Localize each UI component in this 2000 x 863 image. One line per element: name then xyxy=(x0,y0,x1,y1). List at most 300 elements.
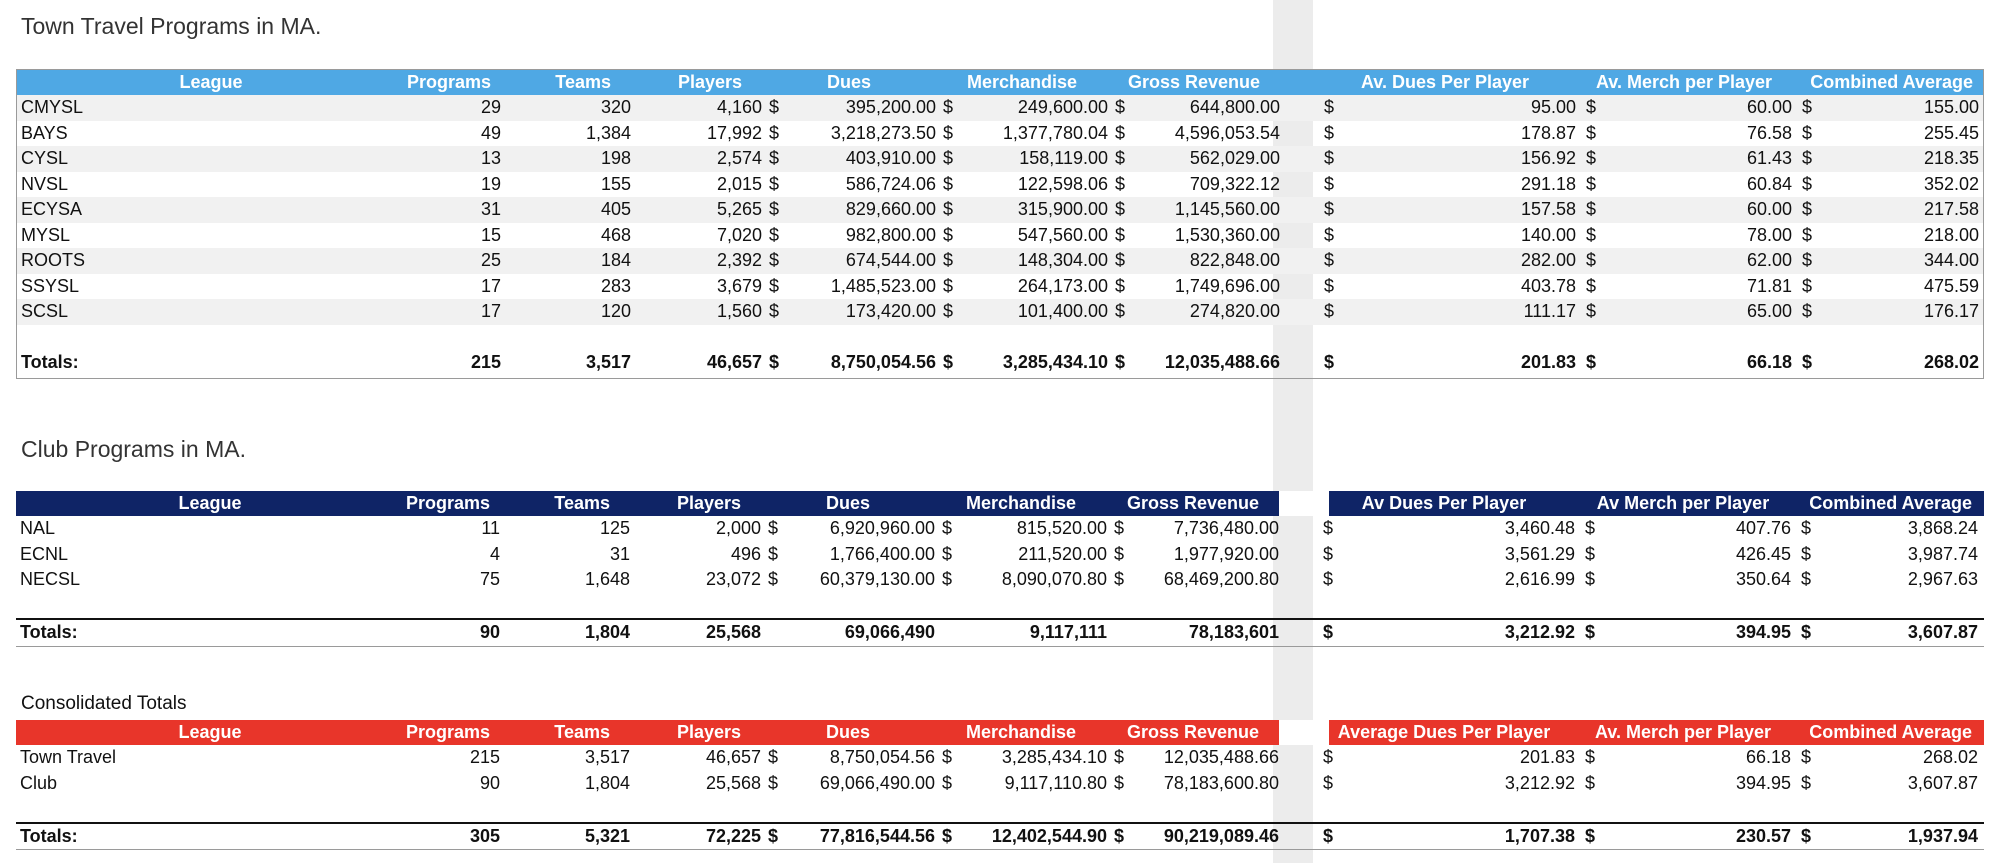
av-dues-cell: 156.92 xyxy=(1520,148,1576,168)
gross-revenue-cell: 90,219,089.46 xyxy=(1163,825,1279,846)
header-dues: Dues xyxy=(825,722,870,742)
dollar-sign: $ xyxy=(942,518,953,538)
table-row xyxy=(17,95,1983,121)
dues-cell: 674,544.00 xyxy=(845,250,936,270)
dollar-sign: $ xyxy=(1802,148,1813,168)
dollar-sign: $ xyxy=(943,352,954,372)
dollar-sign: $ xyxy=(1324,122,1335,143)
dollar-sign: $ xyxy=(1586,122,1597,143)
dollar-sign: $ xyxy=(1115,301,1126,321)
av-merch-cell: 407.76 xyxy=(1735,518,1791,538)
av-dues-cell: 3,212.92 xyxy=(1504,622,1575,642)
merchandise-cell: 815,520.00 xyxy=(1016,518,1107,538)
league-cell: Totals: xyxy=(20,825,78,846)
dollar-sign: $ xyxy=(769,122,780,143)
header-gross-revenue: Gross Revenue xyxy=(1126,493,1260,513)
dues-cell: 77,816,544.56 xyxy=(819,825,935,846)
av-dues-cell: 201.83 xyxy=(1519,747,1575,767)
players-cell: 5,265 xyxy=(716,199,762,219)
league-cell: SCSL xyxy=(21,301,69,321)
dollar-sign: $ xyxy=(1585,518,1596,538)
combined-average-cell: 1,937.94 xyxy=(1907,825,1978,846)
av-dues-cell: 178.87 xyxy=(1520,122,1576,143)
dollar-sign: $ xyxy=(1802,122,1813,143)
header-av-dues: Av Dues Per Player xyxy=(1361,493,1527,513)
header-av-merch: Av. Merch per Player xyxy=(1594,722,1772,742)
combined-average-cell: 176.17 xyxy=(1923,301,1979,321)
av-merch-cell: 78.00 xyxy=(1746,224,1792,245)
players-cell: 25,568 xyxy=(705,622,761,642)
dues-cell: 982,800.00 xyxy=(845,224,936,245)
blank-row xyxy=(16,593,1984,619)
town-totals-row xyxy=(17,350,1983,376)
league-cell: ECYSA xyxy=(21,199,83,219)
dollar-sign: $ xyxy=(1802,173,1813,194)
table-row xyxy=(16,771,1984,797)
dollar-sign: $ xyxy=(1585,543,1596,564)
av-dues-cell: 95.00 xyxy=(1530,97,1576,117)
gross-revenue-cell: 68,469,200.80 xyxy=(1163,569,1279,589)
merchandise-cell: 1,377,780.04 xyxy=(1002,122,1108,143)
av-merch-cell: 76.58 xyxy=(1746,122,1792,143)
programs-cell: 75 xyxy=(479,569,500,589)
dollar-sign: $ xyxy=(769,97,780,117)
header-av-merch: Av. Merch per Player xyxy=(1595,72,1773,92)
combined-average-cell: 2,967.63 xyxy=(1907,569,1978,589)
gross-revenue-cell: 1,977,920.00 xyxy=(1173,543,1279,564)
consolidated-totals-row xyxy=(16,822,1984,851)
av-merch-cell: 66.18 xyxy=(1746,352,1792,372)
league-cell: MYSL xyxy=(21,224,71,245)
header-programs: Programs xyxy=(405,493,490,513)
players-cell: 72,225 xyxy=(705,825,761,846)
dollar-sign: $ xyxy=(943,199,954,219)
dollar-sign: $ xyxy=(1586,173,1597,194)
dollar-sign: $ xyxy=(1585,569,1596,589)
dollar-sign: $ xyxy=(769,250,780,270)
players-cell: 2,574 xyxy=(716,148,762,168)
table-row xyxy=(17,274,1983,300)
dues-cell: 829,660.00 xyxy=(845,199,936,219)
dollar-sign: $ xyxy=(942,569,953,589)
av-dues-cell: 282.00 xyxy=(1520,250,1576,270)
combined-average-cell: 255.45 xyxy=(1923,122,1979,143)
dollar-sign: $ xyxy=(942,747,953,767)
dollar-sign: $ xyxy=(1324,97,1335,117)
av-merch-cell: 66.18 xyxy=(1745,747,1791,767)
totals-values xyxy=(17,350,1983,376)
teams-cell: 125 xyxy=(599,518,630,538)
header-gross-revenue: Gross Revenue xyxy=(1126,722,1260,742)
table-row xyxy=(17,299,1983,325)
dollar-sign: $ xyxy=(1802,352,1813,372)
combined-average-cell: 218.00 xyxy=(1923,224,1979,245)
consolidated-table xyxy=(16,720,1984,850)
header-teams: Teams xyxy=(554,722,610,742)
av-dues-cell: 140.00 xyxy=(1520,224,1576,245)
totals-values xyxy=(16,824,1984,850)
dollar-sign: $ xyxy=(769,224,780,245)
dollar-sign: $ xyxy=(1586,148,1597,168)
av-dues-cell: 3,561.29 xyxy=(1504,543,1575,564)
dollar-sign: $ xyxy=(1586,199,1597,219)
league-cell: CYSL xyxy=(21,148,69,168)
gross-revenue-cell: 12,035,488.66 xyxy=(1164,352,1280,372)
dollar-sign: $ xyxy=(1585,622,1596,642)
league-cell: SSYSL xyxy=(21,275,80,296)
dollar-sign: $ xyxy=(768,747,779,767)
blank-row xyxy=(17,325,1983,351)
header-dues: Dues xyxy=(825,493,870,513)
dollar-sign: $ xyxy=(1802,224,1813,245)
players-cell: 496 xyxy=(730,543,761,564)
dollar-sign: $ xyxy=(1801,772,1812,793)
gross-revenue-cell: 709,322.12 xyxy=(1189,173,1280,194)
programs-cell: 17 xyxy=(480,301,501,321)
dollar-sign: $ xyxy=(1586,97,1597,117)
club-section-title: Club Programs in MA. xyxy=(21,436,246,462)
combined-average-cell: 218.35 xyxy=(1923,148,1979,168)
table-row xyxy=(17,223,1983,249)
dollar-sign: $ xyxy=(1586,250,1597,270)
header-av-dues: Av. Dues Per Player xyxy=(1360,72,1530,92)
teams-cell: 1,804 xyxy=(584,622,630,642)
dollar-sign: $ xyxy=(1586,301,1597,321)
combined-average-cell: 475.59 xyxy=(1923,275,1979,296)
dues-cell: 8,750,054.56 xyxy=(830,352,936,372)
league-cell: Totals: xyxy=(20,622,78,642)
programs-cell: 11 xyxy=(481,518,500,538)
players-cell: 23,072 xyxy=(705,569,761,589)
merchandise-cell: 547,560.00 xyxy=(1017,224,1108,245)
dollar-sign: $ xyxy=(943,301,954,321)
teams-cell: 1,648 xyxy=(584,569,630,589)
dues-cell: 8,750,054.56 xyxy=(829,747,935,767)
dollar-sign: $ xyxy=(1323,518,1334,538)
combined-average-cell: 268.02 xyxy=(1922,747,1978,767)
combined-average-cell: 344.00 xyxy=(1923,250,1979,270)
programs-cell: 4 xyxy=(489,543,500,564)
av-merch-cell: 60.00 xyxy=(1746,97,1792,117)
club-totals-row xyxy=(16,618,1984,647)
programs-cell: 19 xyxy=(480,173,501,194)
av-merch-cell: 71.81 xyxy=(1746,275,1792,296)
dollar-sign: $ xyxy=(1324,352,1335,372)
teams-cell: 468 xyxy=(600,224,631,245)
dollar-sign: $ xyxy=(1323,747,1334,767)
av-merch-cell: 230.57 xyxy=(1735,825,1791,846)
dollar-sign: $ xyxy=(769,148,780,168)
dollar-sign: $ xyxy=(1324,250,1335,270)
players-cell: 2,392 xyxy=(716,250,762,270)
combined-average-cell: 352.02 xyxy=(1923,173,1979,194)
league-cell: Totals: xyxy=(21,352,79,372)
merchandise-cell: 315,900.00 xyxy=(1017,199,1108,219)
dollar-sign: $ xyxy=(1115,97,1126,117)
dollar-sign: $ xyxy=(1324,173,1335,194)
combined-average-cell: 3,987.74 xyxy=(1907,543,1978,564)
dollar-sign: $ xyxy=(769,352,780,372)
dollar-sign: $ xyxy=(943,148,954,168)
dollar-sign: $ xyxy=(943,122,954,143)
combined-average-cell: 155.00 xyxy=(1923,97,1979,117)
town-header-row xyxy=(17,70,1983,95)
programs-cell: 215 xyxy=(470,352,501,372)
header-league: League xyxy=(178,493,242,513)
league-cell: ECNL xyxy=(20,543,69,564)
av-dues-cell: 3,212.92 xyxy=(1504,772,1575,793)
dollar-sign: $ xyxy=(1801,543,1812,564)
merchandise-cell: 9,117,111 xyxy=(1029,622,1107,642)
av-merch-cell: 394.95 xyxy=(1735,772,1791,793)
league-cell: Club xyxy=(20,772,58,793)
table-row xyxy=(17,197,1983,223)
av-merch-cell: 350.64 xyxy=(1735,569,1791,589)
header-programs: Programs xyxy=(406,72,491,92)
dues-cell: 69,066,490.00 xyxy=(819,772,935,793)
dollar-sign: $ xyxy=(1324,199,1335,219)
programs-cell: 49 xyxy=(480,122,501,143)
table-row xyxy=(17,172,1983,198)
dollar-sign: $ xyxy=(1115,250,1126,270)
gross-revenue-cell: 4,596,053.54 xyxy=(1174,122,1280,143)
header-average-dues: Average Dues Per Player xyxy=(1337,722,1551,742)
gross-revenue-cell: 822,848.00 xyxy=(1189,250,1280,270)
teams-cell: 155 xyxy=(600,173,631,194)
table-row xyxy=(17,146,1983,172)
av-merch-cell: 62.00 xyxy=(1746,250,1792,270)
teams-cell: 3,517 xyxy=(584,747,630,767)
dollar-sign: $ xyxy=(1586,352,1597,372)
dollar-sign: $ xyxy=(943,97,954,117)
av-merch-cell: 61.43 xyxy=(1746,148,1792,168)
dollar-sign: $ xyxy=(1115,224,1126,245)
dues-cell: 69,066,490 xyxy=(844,622,935,642)
players-cell: 3,679 xyxy=(716,275,762,296)
header-players: Players xyxy=(676,722,741,742)
league-cell: NVSL xyxy=(21,173,69,194)
teams-cell: 1,804 xyxy=(584,772,630,793)
gross-revenue-cell: 12,035,488.66 xyxy=(1163,747,1279,767)
dues-cell: 3,218,273.50 xyxy=(830,122,936,143)
table-row xyxy=(17,121,1983,147)
header-dues: Dues xyxy=(826,72,871,92)
dollar-sign: $ xyxy=(1114,772,1125,793)
av-dues-cell: 157.58 xyxy=(1520,199,1576,219)
dollar-sign: $ xyxy=(1801,622,1812,642)
teams-cell: 1,384 xyxy=(585,122,631,143)
gross-revenue-cell: 78,183,600.80 xyxy=(1163,772,1279,793)
dollar-sign: $ xyxy=(1115,199,1126,219)
av-dues-cell: 201.83 xyxy=(1520,352,1576,372)
players-cell: 25,568 xyxy=(705,772,761,793)
dollar-sign: $ xyxy=(1802,275,1813,296)
dollar-sign: $ xyxy=(1802,97,1813,117)
av-merch-cell: 65.00 xyxy=(1746,301,1792,321)
players-cell: 2,000 xyxy=(715,518,761,538)
programs-cell: 305 xyxy=(469,825,500,846)
programs-cell: 90 xyxy=(479,772,500,793)
dollar-sign: $ xyxy=(942,772,953,793)
consolidated-table-body xyxy=(16,745,1984,796)
dollar-sign: $ xyxy=(768,569,779,589)
blank-row xyxy=(16,796,1984,822)
town-table xyxy=(16,69,1984,379)
combined-average-cell: 217.58 xyxy=(1923,199,1979,219)
gross-revenue-cell: 644,800.00 xyxy=(1189,97,1280,117)
dollar-sign: $ xyxy=(1585,747,1596,767)
av-dues-cell: 1,707.38 xyxy=(1504,825,1575,846)
players-cell: 17,992 xyxy=(706,122,762,143)
dollar-sign: $ xyxy=(1801,825,1812,846)
dollar-sign: $ xyxy=(942,543,953,564)
header-teams: Teams xyxy=(555,72,611,92)
av-dues-cell: 403.78 xyxy=(1520,275,1576,296)
teams-cell: 320 xyxy=(600,97,631,117)
header-teams: Teams xyxy=(554,493,610,513)
dollar-sign: $ xyxy=(1115,352,1126,372)
merchandise-cell: 9,117,110.80 xyxy=(1004,772,1107,793)
dollar-sign: $ xyxy=(769,173,780,194)
header-players: Players xyxy=(677,72,742,92)
combined-average-cell: 3,868.24 xyxy=(1907,518,1978,538)
dollar-sign: $ xyxy=(1323,622,1334,642)
teams-cell: 5,321 xyxy=(584,825,630,846)
av-merch-cell: 60.84 xyxy=(1746,173,1792,194)
dollar-sign: $ xyxy=(1324,275,1335,296)
gross-revenue-cell: 1,145,560.00 xyxy=(1174,199,1280,219)
dollar-sign: $ xyxy=(943,275,954,296)
programs-cell: 25 xyxy=(480,250,501,270)
dollar-sign: $ xyxy=(1323,569,1334,589)
header-av-merch: Av Merch per Player xyxy=(1596,493,1770,513)
town-table-body xyxy=(17,95,1983,325)
header-combined-average: Combined Average xyxy=(1809,722,1972,742)
dollar-sign: $ xyxy=(1586,224,1597,245)
consolidated-header-row xyxy=(16,720,1984,745)
dollar-sign: $ xyxy=(1801,747,1812,767)
dollar-sign: $ xyxy=(1585,825,1596,846)
club-header-row xyxy=(16,491,1984,516)
dues-cell: 403,910.00 xyxy=(845,148,936,168)
merchandise-cell: 249,600.00 xyxy=(1017,97,1108,117)
av-dues-cell: 2,616.99 xyxy=(1504,569,1575,589)
dues-cell: 1,766,400.00 xyxy=(829,543,935,564)
merchandise-cell: 158,119.00 xyxy=(1019,148,1108,168)
consolidated-section-title: Consolidated Totals xyxy=(21,693,187,714)
dues-cell: 173,420.00 xyxy=(845,301,936,321)
league-cell: BAYS xyxy=(21,122,68,143)
dollar-sign: $ xyxy=(943,250,954,270)
merchandise-cell: 101,400.00 xyxy=(1017,301,1108,321)
header-gross-revenue: Gross Revenue xyxy=(1127,72,1261,92)
league-cell: CMYSL xyxy=(21,97,84,117)
teams-cell: 3,517 xyxy=(585,352,631,372)
dues-cell: 395,200.00 xyxy=(845,97,936,117)
table-row xyxy=(16,516,1984,542)
merchandise-cell: 8,090,070.80 xyxy=(1001,569,1107,589)
dues-cell: 60,379,130.00 xyxy=(819,569,935,589)
dollar-sign: $ xyxy=(943,173,954,194)
league-cell: Town Travel xyxy=(20,747,117,767)
header-league: League xyxy=(178,722,242,742)
dollar-sign: $ xyxy=(1115,173,1126,194)
header-programs: Programs xyxy=(405,722,490,742)
teams-cell: 184 xyxy=(600,250,631,270)
totals-values xyxy=(16,620,1984,646)
dues-cell: 586,724.06 xyxy=(845,173,936,194)
table-row xyxy=(16,745,1984,771)
dollar-sign: $ xyxy=(1323,543,1334,564)
dollar-sign: $ xyxy=(1114,825,1125,846)
dollar-sign: $ xyxy=(1114,518,1125,538)
av-dues-cell: 3,460.48 xyxy=(1504,518,1575,538)
merchandise-cell: 3,285,434.10 xyxy=(1001,747,1107,767)
merchandise-cell: 122,598.06 xyxy=(1017,173,1108,194)
header-combined-average: Combined Average xyxy=(1810,72,1973,92)
programs-cell: 90 xyxy=(479,622,500,642)
header-merchandise: Merchandise xyxy=(965,722,1077,742)
programs-cell: 31 xyxy=(480,199,501,219)
dollar-sign: $ xyxy=(769,275,780,296)
av-dues-cell: 111.17 xyxy=(1523,301,1576,321)
dollar-sign: $ xyxy=(1802,301,1813,321)
players-cell: 1,560 xyxy=(716,301,762,321)
dollar-sign: $ xyxy=(768,772,779,793)
merchandise-cell: 148,304.00 xyxy=(1017,250,1108,270)
dollar-sign: $ xyxy=(1115,122,1126,143)
av-merch-cell: 426.45 xyxy=(1735,543,1791,564)
av-dues-cell: 291.18 xyxy=(1520,173,1576,194)
dollar-sign: $ xyxy=(1802,199,1813,219)
header-merchandise: Merchandise xyxy=(966,72,1078,92)
league-cell: NAL xyxy=(20,518,56,538)
dollar-sign: $ xyxy=(1324,148,1335,168)
dollar-sign: $ xyxy=(1801,518,1812,538)
dollar-sign: $ xyxy=(1323,825,1334,846)
av-merch-cell: 394.95 xyxy=(1735,622,1791,642)
merchandise-cell: 264,173.00 xyxy=(1017,275,1108,296)
teams-cell: 198 xyxy=(600,148,631,168)
gross-revenue-cell: 78,183,601 xyxy=(1188,622,1279,642)
dollar-sign: $ xyxy=(769,199,780,219)
dollar-sign: $ xyxy=(769,301,780,321)
dollar-sign: $ xyxy=(1801,569,1812,589)
teams-cell: 405 xyxy=(600,199,631,219)
dues-cell: 6,920,960.00 xyxy=(829,518,935,538)
dollar-sign: $ xyxy=(1114,543,1125,564)
gross-revenue-cell: 1,530,360.00 xyxy=(1174,224,1280,245)
dollar-sign: $ xyxy=(1323,772,1334,793)
dollar-sign: $ xyxy=(768,825,779,846)
gross-revenue-cell: 274,820.00 xyxy=(1189,301,1280,321)
dollar-sign: $ xyxy=(1802,250,1813,270)
dollar-sign: $ xyxy=(1324,224,1335,245)
merchandise-cell: 12,402,544.90 xyxy=(991,825,1107,846)
players-cell: 46,657 xyxy=(706,352,762,372)
dollar-sign: $ xyxy=(1114,747,1125,767)
dues-cell: 1,485,523.00 xyxy=(830,275,936,296)
dollar-sign: $ xyxy=(768,543,779,564)
combined-average-cell: 3,607.87 xyxy=(1907,772,1978,793)
programs-cell: 13 xyxy=(480,148,501,168)
header-players: Players xyxy=(676,493,741,513)
merchandise-cell: 3,285,434.10 xyxy=(1002,352,1108,372)
av-merch-cell: 60.00 xyxy=(1746,199,1792,219)
club-table-body xyxy=(16,516,1984,593)
dollar-sign: $ xyxy=(942,825,953,846)
gross-revenue-cell: 562,029.00 xyxy=(1189,148,1280,168)
